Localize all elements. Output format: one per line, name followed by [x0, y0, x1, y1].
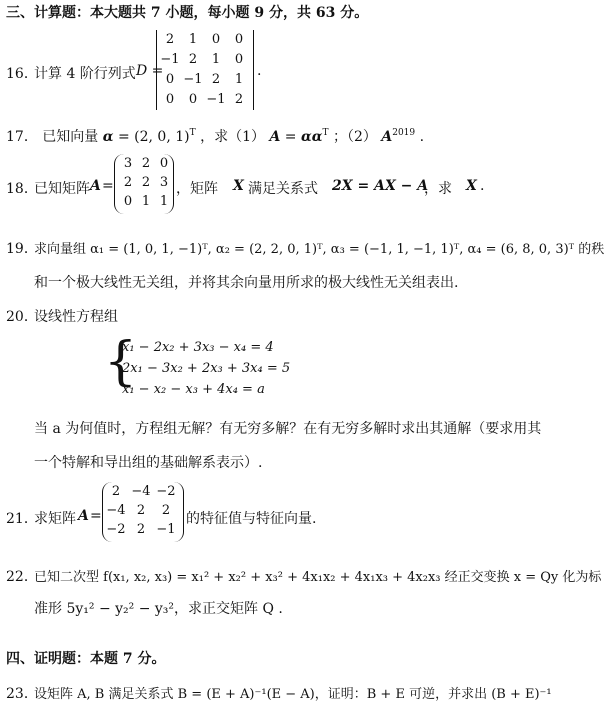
equation-3: x₁ − x₂ − x₃ + 4x₄ = a — [122, 382, 265, 397]
matrix-cell: −1 — [156, 522, 176, 537]
equation-1: x₁ − 2x₂ + 3x₃ − x₄ = 4 — [122, 340, 274, 355]
question-text-line1: 设矩阵 A, B 满足关系式 B = (E + A)⁻¹(E − A)，证明：B + E 可逆，并求出 (B + E)⁻¹ — [34, 687, 552, 702]
equals: = — [284, 129, 297, 145]
question-text-line1: 当 a 为何值时，方程组无解？有无穷多解？在有无穷多解时求出其通解（要求用其 — [34, 421, 542, 437]
question-number: 23． — [6, 686, 38, 702]
vector-value: = (2, 0, 1) — [117, 129, 190, 145]
question-number: 22． — [6, 569, 38, 585]
question-text: ，求（1） — [200, 129, 265, 145]
question-text: 已知向量 — [42, 129, 99, 145]
equals: = — [102, 178, 114, 194]
determinant-cell: 0 — [165, 92, 175, 107]
determinant-cell: −1 — [206, 92, 226, 107]
determinant-cell: 0 — [211, 32, 221, 47]
question-number: 16． — [6, 66, 38, 82]
matrix-cell: 3 — [159, 175, 169, 190]
matrix-cell: −4 — [131, 484, 151, 499]
determinant-variable: D = — [136, 63, 164, 79]
matrix-cell: 2 — [136, 522, 146, 537]
transpose-mark: T — [189, 128, 196, 138]
matrix-X: X — [466, 178, 477, 194]
matrix-A: A — [78, 508, 89, 524]
determinant-cell: 1 — [211, 52, 221, 67]
question-number: 19． — [6, 241, 38, 257]
question-title: 设线性方程组 — [34, 309, 118, 325]
determinant-cell: 0 — [234, 52, 244, 67]
matrix-A: A — [381, 129, 393, 145]
matrix-cell: 2 — [141, 156, 151, 171]
matrix-cell: −4 — [106, 503, 126, 518]
matrix-A: A — [90, 178, 101, 194]
matrix-cell: 3 — [123, 156, 133, 171]
matrix-cell: 1 — [159, 194, 169, 209]
determinant-cell: 2 — [211, 72, 221, 87]
matrix-cell: 0 — [123, 194, 133, 209]
matrix-cell: 2 — [136, 503, 146, 518]
alpha-symbol: α — [102, 129, 114, 145]
equals: = — [90, 508, 102, 524]
question-number: 17． — [6, 129, 38, 145]
alpha-alpha: αα — [300, 129, 323, 145]
question-text-line2: 准形 5y₁² − y₂² − y₃²，求正交矩阵 Q . — [34, 601, 283, 617]
question-text-line1: 求向量组 α₁ = (1, 0, 1, −1)ᵀ, α₂ = (2, 2, 0, 1)ᵀ, α₃ = (−1, 1, −1, 1)ᵀ, α₄ = (6, 8, 0, 3)ᵀ 的秩 — [34, 242, 604, 257]
matrix-cell: 2 — [161, 503, 171, 518]
determinant-cell: 1 — [234, 72, 244, 87]
determinant-cell: 0 — [165, 72, 175, 87]
question-text: 已知矩阵 — [34, 181, 90, 197]
section-4-title: 四、证明题：本题 7 分。 — [6, 651, 166, 667]
transpose-mark: T — [322, 128, 329, 138]
matrix-cell: 1 — [141, 194, 151, 209]
determinant-cell: −1 — [160, 52, 180, 67]
period: . — [419, 129, 425, 145]
question-text: ；（2） — [332, 129, 377, 145]
determinant-cell: 0 — [188, 92, 198, 107]
determinant-cell: 1 — [188, 32, 198, 47]
brace: { — [104, 332, 138, 392]
matrix-cell: −2 — [106, 522, 126, 537]
matrix-A: A — [269, 129, 281, 145]
matrix-cell: 2 — [141, 175, 151, 190]
determinant-cell: 0 — [234, 32, 244, 47]
matrix-cell: 2 — [123, 175, 133, 190]
matrix-cell: −2 — [156, 484, 176, 499]
question-text: 的特征值与特征向量. — [186, 511, 317, 527]
question-number: 20． — [6, 309, 38, 325]
exponent: 2019 — [392, 128, 416, 138]
question-text-line2: 一个特解和导出组的基础解系表示）. — [34, 455, 263, 471]
question-text-line2: 和一个极大线性无关组，并将其余向量用所求的极大线性无关组表出. — [34, 275, 459, 291]
determinant-cell: 2 — [165, 32, 175, 47]
period: . — [257, 63, 262, 79]
matrix-cell: 2 — [111, 484, 121, 499]
matrix-X: X — [233, 178, 244, 194]
equation-2: 2x₁ − 3x₂ + 2x₃ + 3x₄ = 5 — [122, 361, 291, 376]
question-number: 18． — [6, 181, 38, 197]
determinant-cell: −1 — [183, 72, 203, 87]
question-text: ，求 — [424, 181, 452, 197]
question-text: 求矩阵 — [34, 511, 76, 527]
relation: 2X = AX − A — [332, 178, 429, 194]
question-17 — [6, 126, 424, 146]
question-text: 计算 4 阶行列式 — [34, 66, 136, 82]
section-3-title: 三、计算题：本大题共 7 小题，每小题 9 分，共 63 分。 — [6, 5, 369, 21]
question-text: ，矩阵 — [176, 181, 218, 197]
determinant-cell: 2 — [188, 52, 198, 67]
period: . — [480, 178, 485, 194]
matrix-cell: 0 — [159, 156, 169, 171]
question-number: 21． — [6, 511, 38, 527]
determinant-cell: 2 — [234, 92, 244, 107]
question-text: 满足关系式 — [248, 181, 318, 197]
question-text-line1: 已知二次型 f(x₁, x₂, x₃) = x₁² + x₂² + x₃² + 4x₁x₂ + 4x₁x₃ + 4x₂x₃ 经正交变换 x = Qy 化为标 — [34, 570, 602, 585]
